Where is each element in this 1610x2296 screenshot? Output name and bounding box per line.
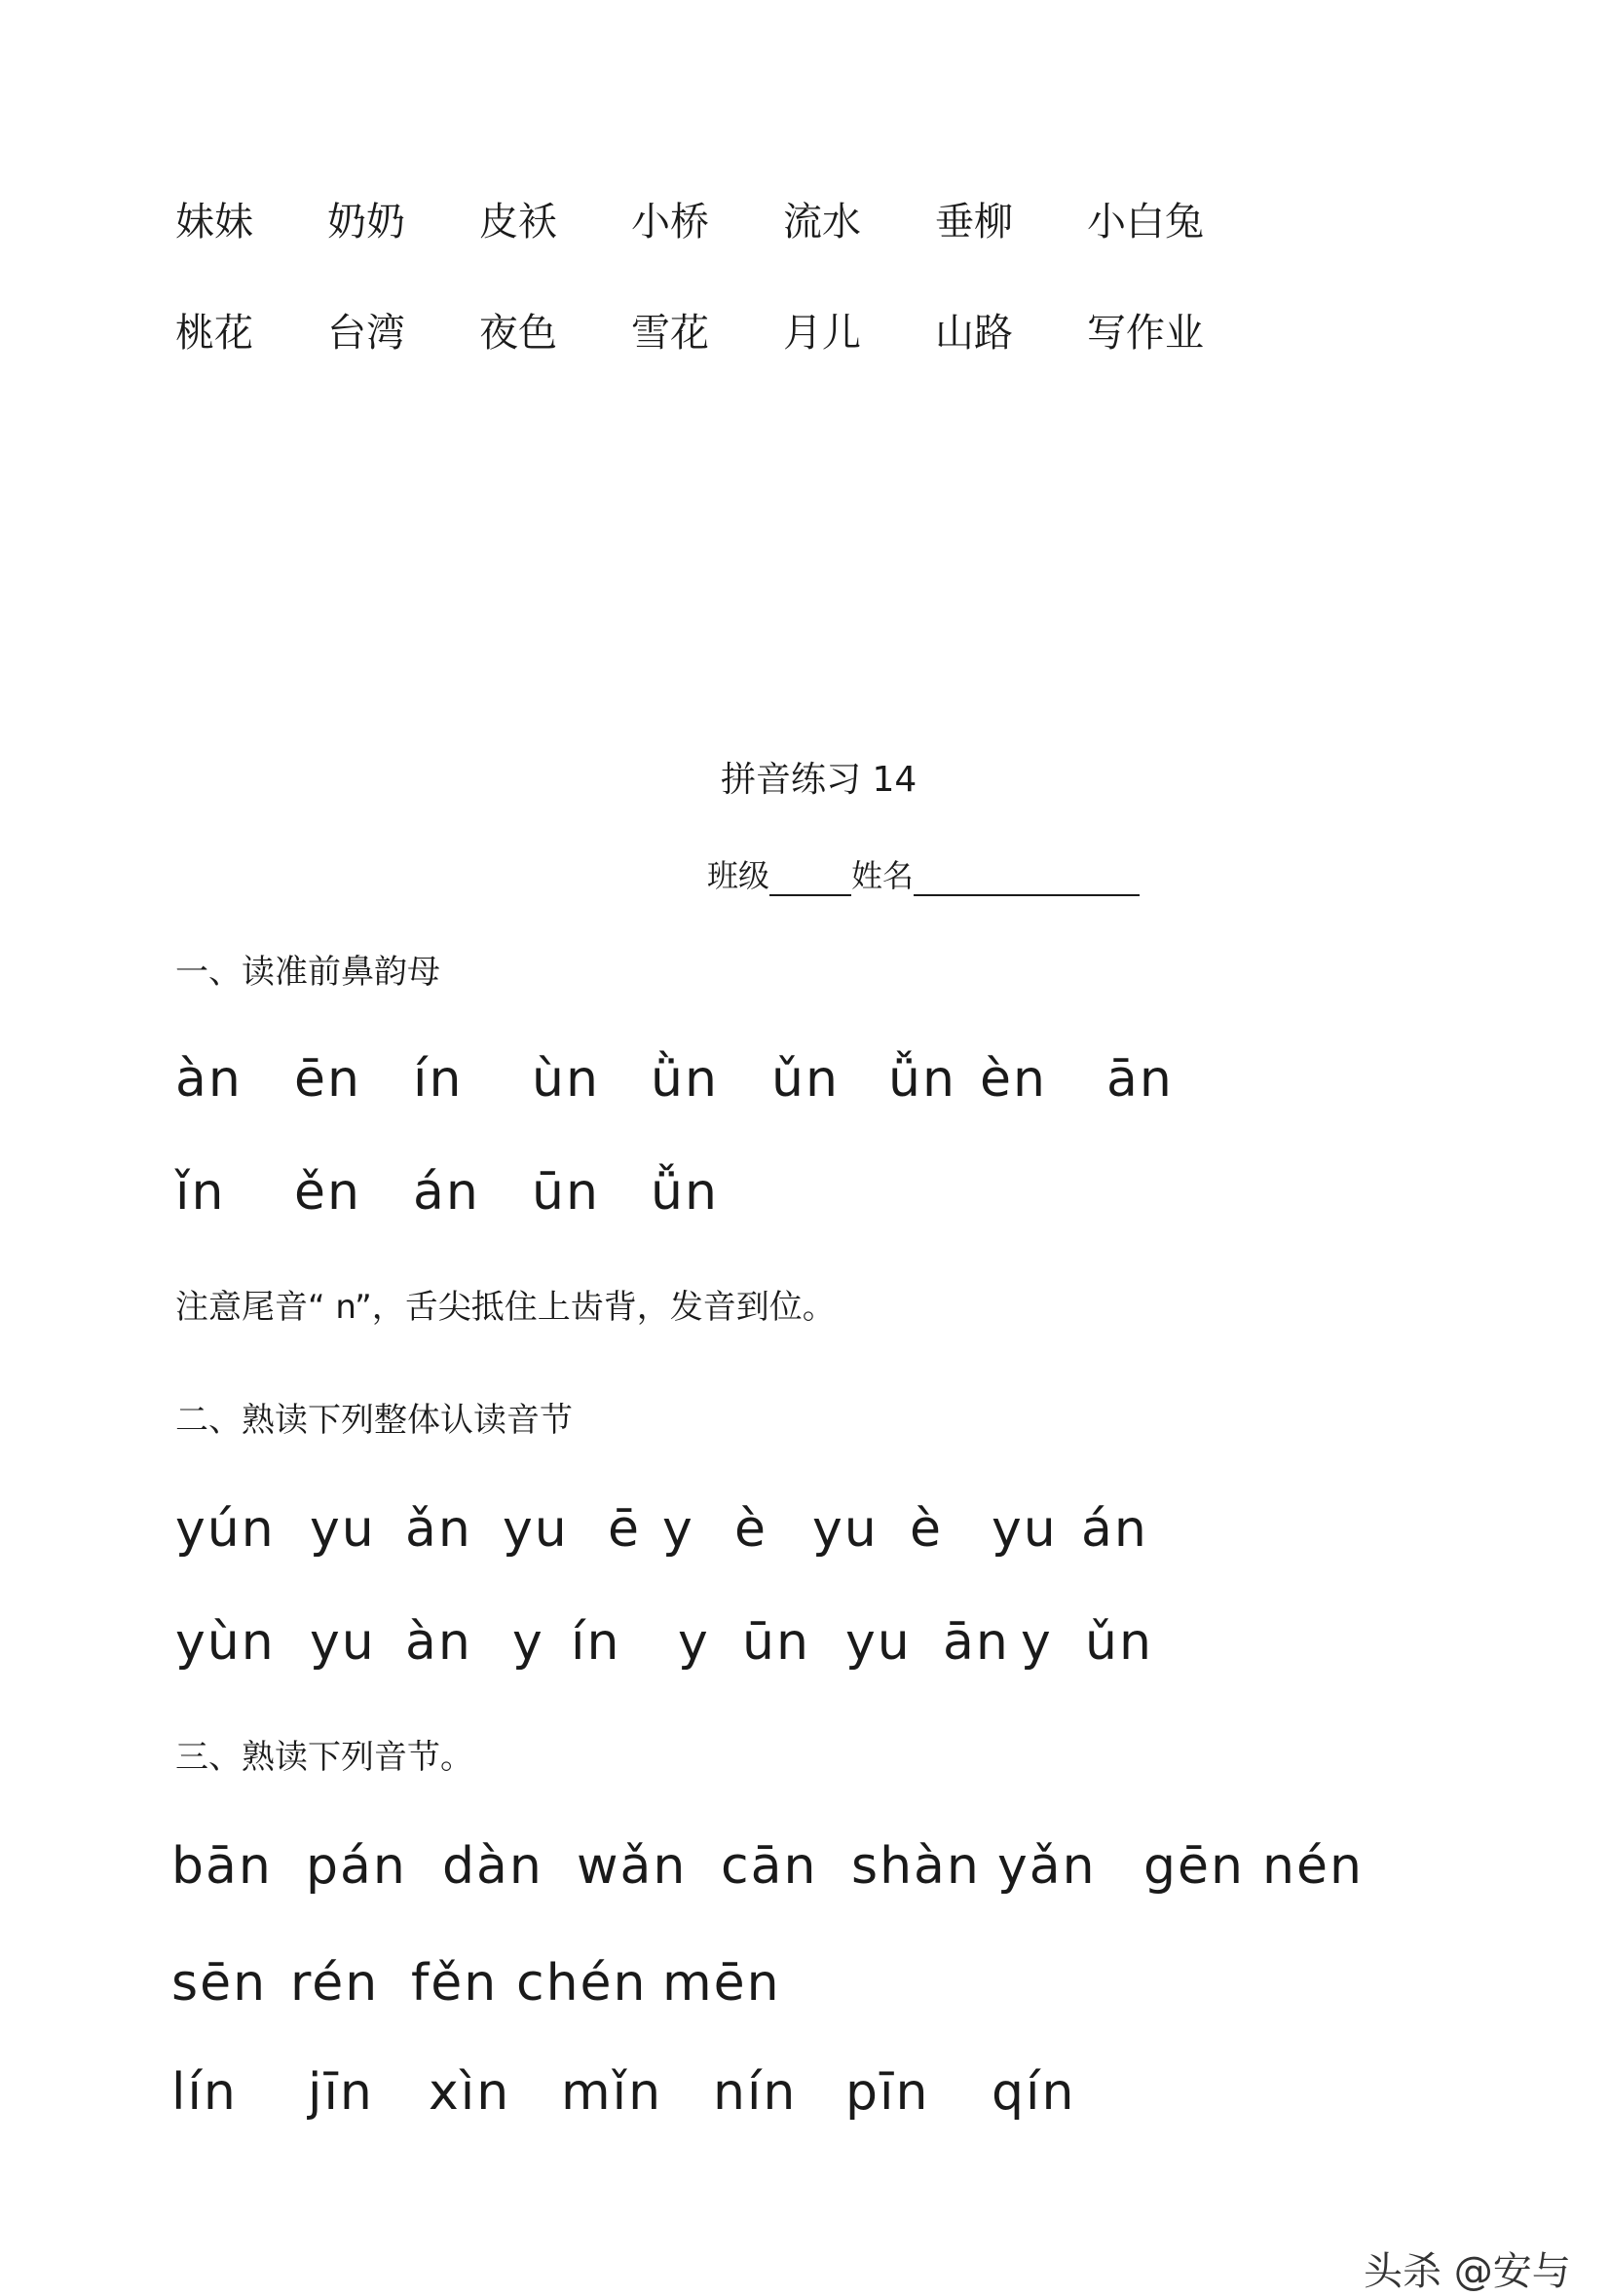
syllable: y: [678, 1613, 710, 1672]
syllable: ùn: [532, 1050, 600, 1109]
syllable: ē: [608, 1500, 641, 1559]
syllable: fěn: [411, 1954, 499, 2013]
syllable: yu: [845, 1613, 912, 1672]
syllable: bān: [171, 1837, 273, 1896]
syllable: ín: [413, 1050, 464, 1109]
syllable: nín: [713, 2063, 798, 2122]
syllable: wǎn: [577, 1837, 688, 1896]
syllable: pīn: [845, 2063, 930, 2122]
syllable: yùn: [175, 1613, 276, 1672]
word-row-1: [175, 191, 1278, 246]
syllable: nén: [1262, 1837, 1364, 1896]
word: 山路: [935, 311, 1013, 356]
syllable: ǎn: [405, 1500, 472, 1559]
syllable: sēn: [171, 1954, 268, 2013]
word: 台湾: [327, 311, 405, 356]
syllable: yǎn: [997, 1837, 1097, 1896]
word: 雪花: [631, 311, 709, 356]
syllable: yu: [812, 1500, 879, 1559]
word: 皮袄: [479, 200, 557, 245]
word: 桃花: [175, 311, 253, 356]
section2-heading: 二、熟读下列整体认读音节: [175, 1401, 573, 1440]
page-title: 拼音练习 14: [721, 760, 917, 800]
syllable: ǜn: [651, 1050, 719, 1109]
syllable: cān: [721, 1837, 818, 1896]
syllable: án: [413, 1163, 480, 1222]
syllable: pán: [306, 1837, 407, 1896]
syllable: jīn: [308, 2063, 374, 2122]
syllable: y: [662, 1500, 694, 1559]
section1-heading: 一、读准前鼻韵母: [175, 953, 440, 992]
section3-row-1: [171, 1837, 1369, 1896]
watermark: 头杀 @安与: [1364, 2249, 1571, 2294]
word-row-2: [175, 302, 1278, 358]
word: 月儿: [783, 311, 861, 356]
section2-row-2: [175, 1613, 1163, 1672]
word: 妹妹: [175, 200, 253, 245]
syllable: yún: [175, 1500, 276, 1559]
word: 流水: [783, 200, 861, 245]
name-blank[interactable]: [914, 865, 1140, 896]
section1-row-2: [175, 1163, 738, 1222]
syllable: yu: [503, 1500, 569, 1559]
word: 小白兔: [1087, 200, 1204, 245]
name-label: 姓名: [851, 857, 915, 894]
syllable: mēn: [662, 1954, 781, 2013]
section3-heading: 三、熟读下列音节。: [175, 1738, 473, 1777]
syllable: yu: [310, 1500, 376, 1559]
syllable: ǚn: [888, 1050, 956, 1109]
syllable: shàn: [851, 1837, 981, 1896]
syllable: gēn: [1143, 1837, 1245, 1896]
word: 奶奶: [327, 200, 405, 245]
syllable: è: [910, 1500, 943, 1559]
syllable: ín: [571, 1613, 621, 1672]
syllable: ūn: [532, 1163, 600, 1222]
syllable: àn: [405, 1613, 472, 1672]
section1-note: 注意尾音“ n”，舌尖抵住上齿背，发音到位。: [175, 1288, 836, 1327]
syllable: àn: [175, 1050, 243, 1109]
class-label: 班级: [707, 857, 770, 894]
syllable: rén: [290, 1954, 380, 2013]
word: 小桥: [631, 200, 709, 245]
section2-row-1: [175, 1500, 1159, 1559]
syllable: y: [512, 1613, 544, 1672]
syllable: è: [734, 1500, 768, 1559]
section1-row-1: [175, 1050, 1194, 1109]
syllable: ūn: [742, 1613, 810, 1672]
syllable: ān: [1106, 1050, 1174, 1109]
syllable: ēn: [294, 1050, 361, 1109]
class-blank[interactable]: [769, 865, 851, 896]
syllable: án: [1081, 1500, 1148, 1559]
syllable: ǐn: [175, 1163, 226, 1222]
syllable: mǐn: [561, 2063, 663, 2122]
section3-row-3: [171, 2063, 1099, 2122]
syllable: ǔn: [771, 1050, 840, 1109]
word: 写作业: [1087, 311, 1204, 356]
syllable: lín: [171, 2063, 238, 2122]
syllable: ǚn: [651, 1163, 719, 1222]
word: 垂柳: [935, 200, 1013, 245]
syllable: qín: [992, 2063, 1076, 2122]
syllable: yu: [310, 1613, 376, 1672]
syllable: y: [1021, 1613, 1053, 1672]
word: 夜色: [479, 311, 557, 356]
syllable: yu: [992, 1500, 1058, 1559]
syllable: xìn: [429, 2063, 511, 2122]
syllable: èn: [980, 1050, 1047, 1109]
syllable: chén: [516, 1954, 648, 2013]
section3-row-2: [171, 1954, 779, 2013]
class-name-line: [707, 851, 1140, 896]
syllable: ěn: [294, 1163, 361, 1222]
syllable: ān: [943, 1613, 1010, 1672]
syllable: dàn: [442, 1837, 543, 1896]
syllable: ǔn: [1085, 1613, 1153, 1672]
